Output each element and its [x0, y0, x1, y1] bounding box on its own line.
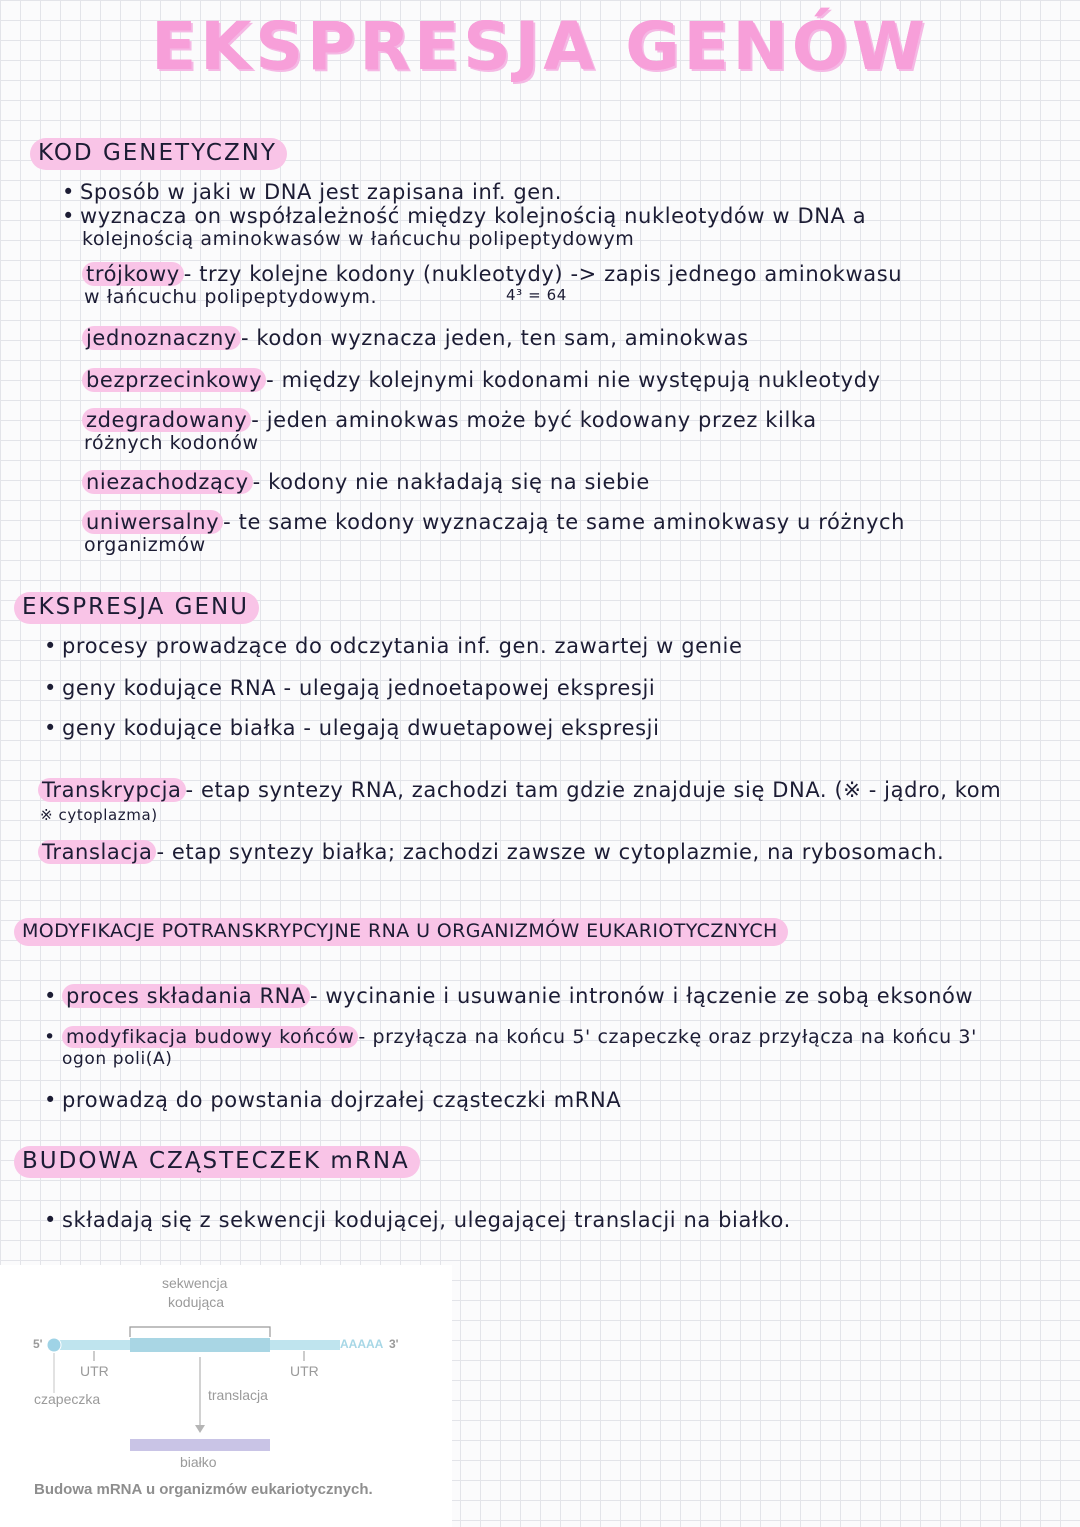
poly-a-label: AAAAA	[340, 1337, 384, 1351]
list-item-text: geny kodujące białka - ulegają dwuetapowej ekspresji	[62, 716, 660, 740]
list-item: • prowadzą do powstania dojrzałej cząsteczki mRNA	[44, 1088, 622, 1112]
cap-circle	[47, 1338, 61, 1352]
list-item: • wyznacza on współzależność między kolejnością nukleotydów w DNA a	[62, 204, 867, 228]
three-prime-label: 3'	[389, 1337, 399, 1351]
coding-sequence-label: sekwencja	[162, 1275, 228, 1291]
property-continuation: organizmów	[84, 534, 206, 556]
utr-left-label: UTR	[80, 1363, 109, 1379]
property-niezachodzacy	[82, 470, 650, 494]
protein-label: białko	[180, 1454, 217, 1470]
section-heading-kod-genetyczny: KOD GENETYCZNY	[30, 138, 287, 170]
section-heading-budowa: BUDOWA CZĄSTECZEK mRNA	[14, 1146, 420, 1178]
section-heading-modyfikacje: MODYFIKACJE POTRANSKRYPCYJNE RNA U ORGANIZMÓW EUKARIOTYCZNYCH	[14, 918, 788, 946]
list-item: • składają się z sekwencji kodującej, ulegającej translacji na białko.	[44, 1208, 791, 1232]
term-highlight: trójkowy	[82, 262, 184, 286]
property-text: - te same kodony wyznaczają te same aminokwasy u różnych	[223, 510, 906, 534]
property-uniwersalny	[82, 510, 905, 534]
term-highlight: niezachodzący	[82, 470, 253, 494]
list-item-text: wyznacza on współzależność między kolejnością nukleotydów w DNA a	[80, 204, 867, 228]
term-highlight: bezprzecinkowy	[82, 368, 266, 392]
property-text: - między kolejnymi kodonami nie występują nukleotydy	[266, 368, 881, 392]
list-item: • proces składania RNA - wycinanie i usuwanie intronów i łączenie ze sobą eksonów	[44, 984, 974, 1008]
coding-sequence-label: kodująca	[168, 1294, 225, 1310]
list-item-text: procesy prowadzące do odczytania inf. gen. zawartej w genie	[62, 634, 743, 658]
list-item: • modyfikacja budowy końców - przyłącza na końcu 5' czapeczkę oraz przyłącza na końcu 3'	[44, 1026, 977, 1048]
coding-sequence-bracket	[130, 1327, 270, 1337]
term-highlight: modyfikacja budowy końców	[62, 1026, 358, 1048]
mrna-diagram	[0, 1265, 452, 1465]
term-highlight: zdegradowany	[82, 408, 251, 432]
list-item-text: składają się z sekwencji kodującej, ulegającej translacji na białko.	[62, 1208, 791, 1232]
figure-caption: Budowa mRNA u organizmów eukariotycznych.	[34, 1481, 373, 1498]
page-title: EKSPRESJA GENÓW	[151, 8, 929, 85]
term-highlight: proces składania RNA	[62, 984, 310, 1008]
list-item-text: - wycinanie i usuwanie intronów i łączenie ze sobą eksonów	[309, 984, 974, 1008]
definition-translacja	[38, 840, 944, 864]
property-text: - kodony nie nakładają się na siebie	[252, 470, 650, 494]
list-item-continuation: ogon poli(A)	[62, 1049, 173, 1069]
property-text: - jeden aminokwas może być kodowany przez kilka	[251, 408, 817, 432]
list-item: • Sposób w jaki w DNA jest zapisana inf. gen.	[62, 180, 563, 204]
utr-right-label: UTR	[290, 1363, 319, 1379]
five-prime-label: 5'	[33, 1337, 43, 1351]
property-bezprzecinkowy	[82, 368, 881, 392]
list-item-text: geny kodujące RNA - ulegają jednoetapowej ekspresji	[62, 676, 656, 700]
list-item-continuation: kolejnością aminokwasów w łańcuchu polipeptydowym	[82, 228, 635, 250]
protein-bar	[130, 1439, 270, 1451]
property-continuation: różnych kodonów	[84, 432, 259, 454]
formula: 4³ = 64	[506, 286, 567, 304]
property-zdegradowany	[82, 408, 817, 432]
translation-arrow-head	[195, 1425, 205, 1433]
section-heading-ekspresja-genu: EKSPRESJA GENU	[14, 592, 259, 624]
translation-label: translacja	[208, 1387, 268, 1403]
term-highlight: Translacja	[38, 840, 156, 864]
list-item-text: Sposób w jaki w DNA jest zapisana inf. gen.	[80, 180, 563, 204]
list-item: • procesy prowadzące do odczytania inf. gen. zawartej w genie	[44, 634, 743, 658]
property-continuation: w łańcuchu polipeptydowym.	[84, 286, 378, 308]
list-item: • geny kodujące RNA - ulegają jednoetapowej ekspresji	[44, 676, 656, 700]
cap-label: czapeczka	[34, 1391, 101, 1407]
coding-sequence-bar	[130, 1338, 270, 1352]
list-item-text: prowadzą do powstania dojrzałej cząsteczki mRNA	[62, 1088, 622, 1112]
definition-text: - etap syntezy białka; zachodzi zawsze w cytoplazmie, na rybosomach.	[156, 840, 945, 864]
term-highlight: uniwersalny	[82, 510, 223, 534]
property-text: - trzy kolejne kodony (nukleotydy) -> zapis jednego aminokwasu	[183, 262, 903, 286]
term-highlight: jednoznaczny	[82, 326, 241, 350]
definition-text: - etap syntezy RNA, zachodzi tam gdzie znajduje się DNA. (※ - jądro, kom	[185, 778, 1002, 802]
property-trojkowy	[82, 262, 902, 286]
list-item: • geny kodujące białka - ulegają dwuetapowej ekspresji	[44, 716, 660, 740]
mrna-structure-figure	[0, 1265, 452, 1527]
term-highlight: Transkrypcja	[38, 778, 186, 802]
list-item-text: - przyłącza na końcu 5' czapeczkę oraz przyłącza na końcu 3'	[358, 1026, 977, 1048]
property-jednoznaczny	[82, 326, 749, 350]
definition-transkrypcja	[38, 778, 1001, 802]
definition-continuation: ※ cytoplazma)	[40, 806, 158, 824]
property-text: - kodon wyznacza jeden, ten sam, aminokwas	[240, 326, 749, 350]
